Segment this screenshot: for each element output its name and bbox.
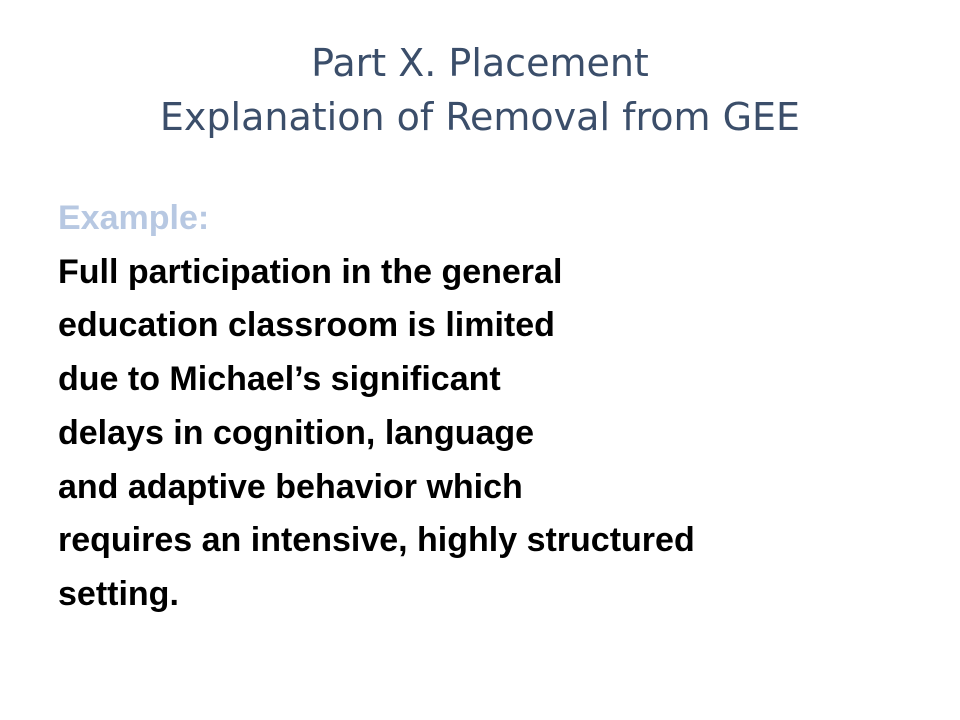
slide-title-line-2: Explanation of Removal from GEE bbox=[159, 95, 801, 139]
slide-title-line-1: Part X. Placement bbox=[311, 41, 649, 85]
body-line-6: requires an intensive, highly structured bbox=[58, 521, 695, 560]
body-line-1: Full participation in the general bbox=[58, 252, 563, 291]
slide-title bbox=[0, 36, 960, 144]
body-line-3: due to Michael’s significant bbox=[58, 360, 501, 399]
body-line-5: and adaptive behavior which bbox=[58, 467, 523, 506]
body-line-7: setting. bbox=[58, 574, 179, 613]
example-label: Example: bbox=[58, 199, 210, 237]
body-line-4: delays in cognition, language bbox=[58, 413, 535, 452]
slide-body bbox=[58, 192, 938, 622]
body-line-2: education classroom is limited bbox=[58, 306, 555, 345]
